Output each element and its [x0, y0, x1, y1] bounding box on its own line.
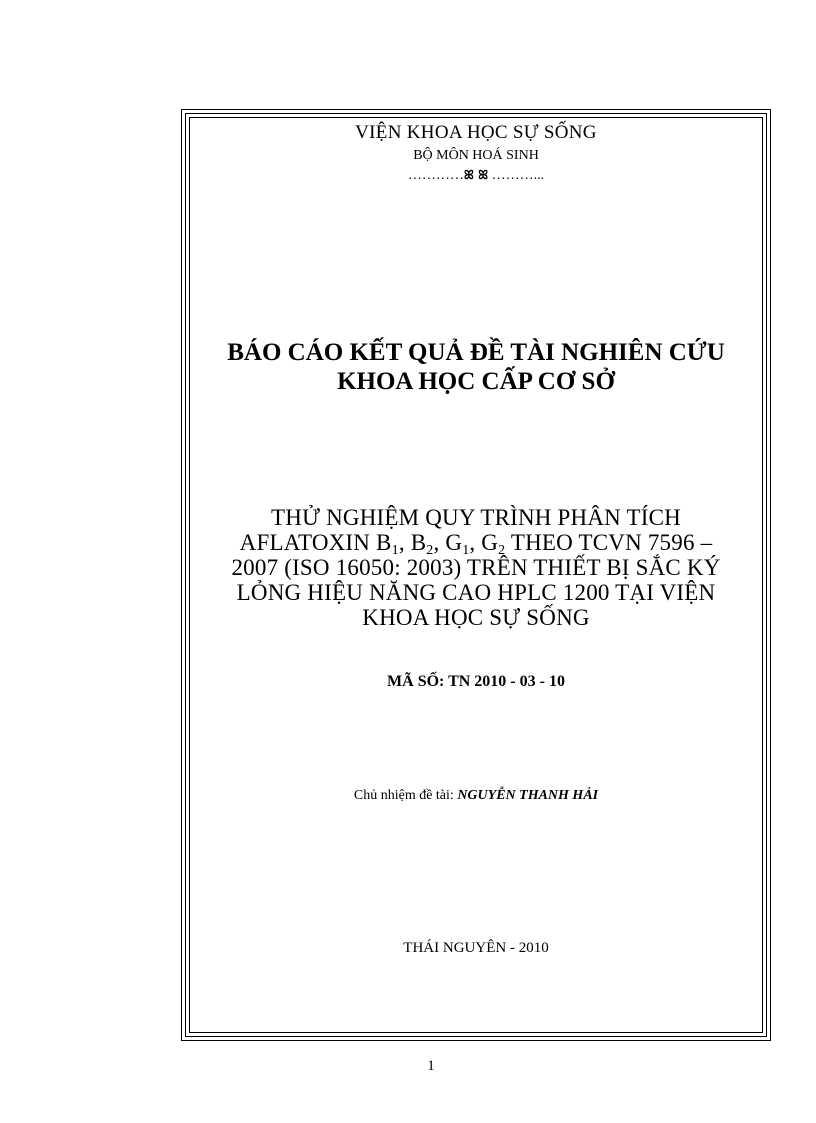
report-title-line: KHOA HỌC CẤP CƠ SỞ: [337, 368, 615, 395]
page-number: 1: [427, 1058, 435, 1074]
ornament-divider: [190, 168, 762, 184]
project-title-text: AFLATOXIN B: [239, 530, 392, 555]
project-title-line: KHOA HỌC SỰ SỐNG: [362, 605, 590, 630]
report-title-line: BÁO CÁO KẾT QUẢ ĐỀ TÀI NGHIÊN CỨU: [227, 339, 725, 366]
project-title-text: THEO TCVN 7596 –: [505, 530, 713, 555]
project-title-text: , G: [433, 530, 463, 555]
department-name: BỘ MÔN HOÁ SINH: [413, 148, 539, 163]
cover-page: [190, 118, 762, 1032]
project-title-line: [190, 530, 762, 558]
project-lead-name: NGUYỄN THANH HẢI: [457, 788, 599, 803]
report-title: [190, 338, 762, 396]
ornament-dots-right: ………...: [488, 168, 545, 183]
place-and-year: THÁI NGUYÊN - 2010: [403, 940, 549, 956]
project-code: MÃ SỐ: TN 2010 - 03 - 10: [387, 673, 565, 690]
ornament-dots-left: …………: [407, 168, 464, 183]
project-lead: [190, 788, 762, 804]
subscript: 1: [391, 543, 399, 558]
subscript: 2: [426, 543, 434, 558]
project-title-text: , G: [469, 530, 499, 555]
subscript: 2: [498, 543, 506, 558]
subscript: 1: [462, 543, 470, 558]
project-title-text: , B: [398, 530, 427, 555]
project-title-line: 2007 (ISO 16050: 2003) TRÊN THIẾT BỊ SẮC KÝ: [231, 555, 721, 580]
project-lead-label: Chủ nhiệm đề tài:: [353, 788, 458, 803]
ornament-icon: ꕤ ꕤ: [463, 168, 489, 182]
project-title-line: LỎNG HIỆU NĂNG CAO HPLC 1200 TẠI VIỆN: [236, 580, 716, 605]
institute-name: VIỆN KHOA HỌC SỰ SỐNG: [355, 122, 597, 143]
project-title-line: THỬ NGHIỆM QUY TRÌNH PHÂN TÍCH: [271, 505, 681, 530]
project-title: [190, 505, 762, 630]
